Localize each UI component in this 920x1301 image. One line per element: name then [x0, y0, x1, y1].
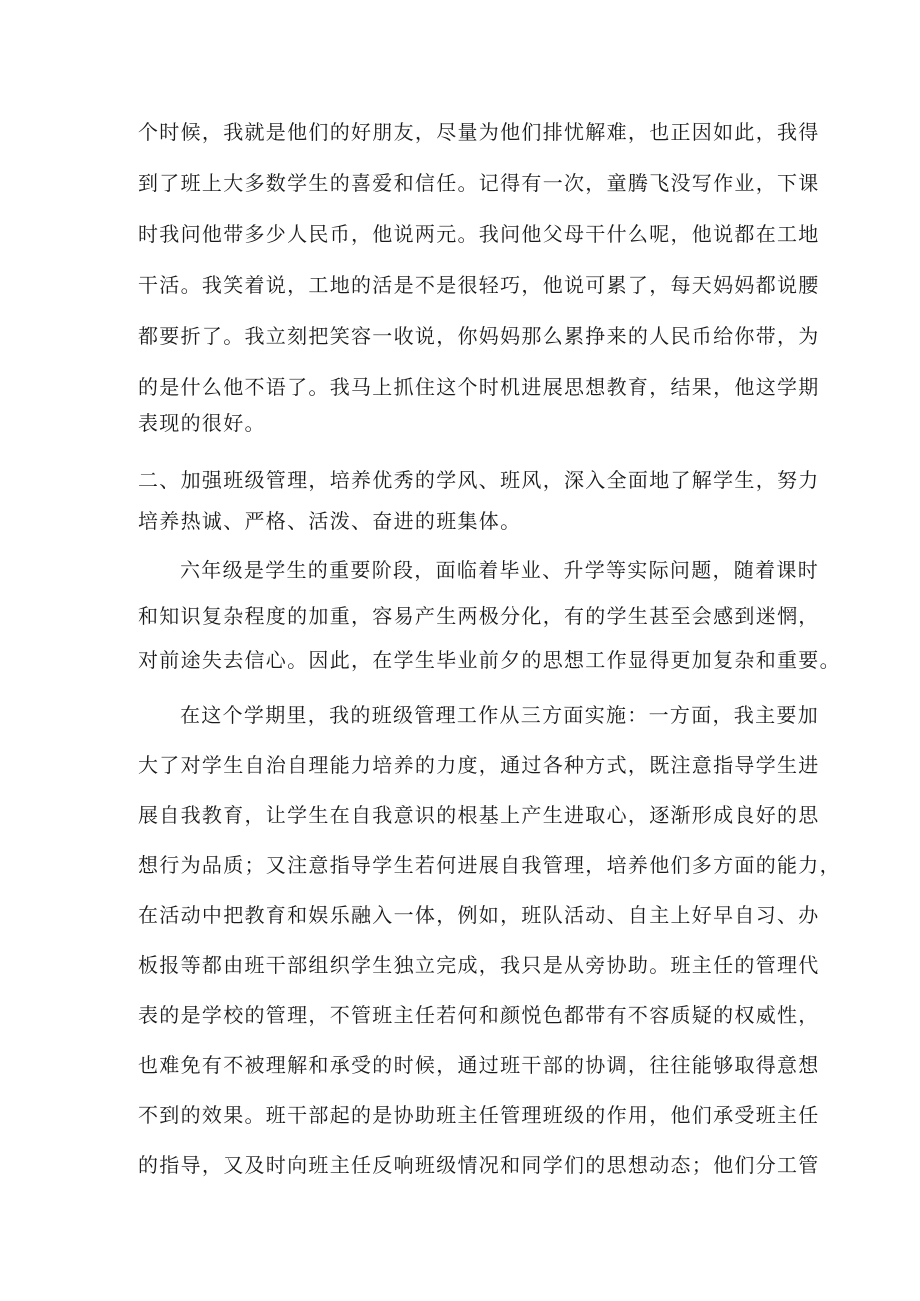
text-line: 到了班上大多数学生的喜爱和信任。记得有一次，童腾飞没写作业，下课	[138, 171, 820, 195]
section-heading-line: 培养热诚、严格、活泼、奋进的班集体。	[138, 509, 522, 533]
text-line: 对前途失去信心。因此，在学生毕业前夕的思想工作显得更加复杂和重要。	[138, 648, 841, 672]
text-line: 的是什么他不语了。我马上抓住这个时机进展思想教育，结果，他这学期	[138, 375, 820, 399]
text-line: 想行为品质；又注意指导学生若何进展自我管理，培养他们多方面的能力，	[138, 853, 841, 877]
text-line: 也难免有不被理解和承受的时候，通过班干部的协调，往往能够取得意想	[138, 1053, 820, 1077]
text-line: 大了对学生自治自理能力培养的力度，通过各种方式，既注意指导学生进	[138, 753, 820, 777]
text-line: 都要折了。我立刻把笑容一收说，你妈妈那么累挣来的人民币给你带，为	[138, 324, 820, 348]
text-line: 时我问他带多少人民币，他说两元。我问他父母干什么呢，他说都在工地	[138, 222, 820, 246]
section-heading-line: 二、加强班级管理，培养优秀的学风、班风，深入全面地了解学生，努力	[138, 468, 820, 492]
text-line: 表现的很好。	[138, 411, 266, 435]
paragraph-first-line: 六年级是学生的重要阶段，面临着毕业、升学等实际问题，随着课时	[180, 558, 819, 582]
paragraph-first-line: 在这个学期里，我的班级管理工作从三方面实施：一方面，我主要加	[180, 703, 819, 727]
text-line: 和知识复杂程度的加重，容易产生两极分化，有的学生甚至会感到迷惘，	[138, 604, 820, 628]
text-line: 展自我教育，让学生在自我意识的根基上产生进取心，逐渐形成良好的思	[138, 803, 820, 827]
text-line: 板报等都由班干部组织学生独立完成，我只是从旁协助。班主任的管理代	[138, 953, 820, 977]
text-line: 干活。我笑着说，工地的活是不是很轻巧，他说可累了，每天妈妈都说腰	[138, 273, 820, 297]
text-line: 不到的效果。班干部起的是协助班主任管理班级的作用，他们承受班主任	[138, 1103, 820, 1127]
text-line: 的指导，又及时向班主任反响班级情况和同学们的思想动态；他们分工管	[138, 1153, 820, 1177]
text-line: 表的是学校的管理，不管班主任若何和颜悦色都带有不容质疑的权威性，	[138, 1003, 820, 1027]
text-line: 在活动中把教育和娱乐融入一体，例如，班队活动、自主上好早自习、办	[138, 903, 820, 927]
text-line: 个时候，我就是他们的好朋友，尽量为他们排忧解难，也正因如此，我得	[138, 120, 820, 144]
